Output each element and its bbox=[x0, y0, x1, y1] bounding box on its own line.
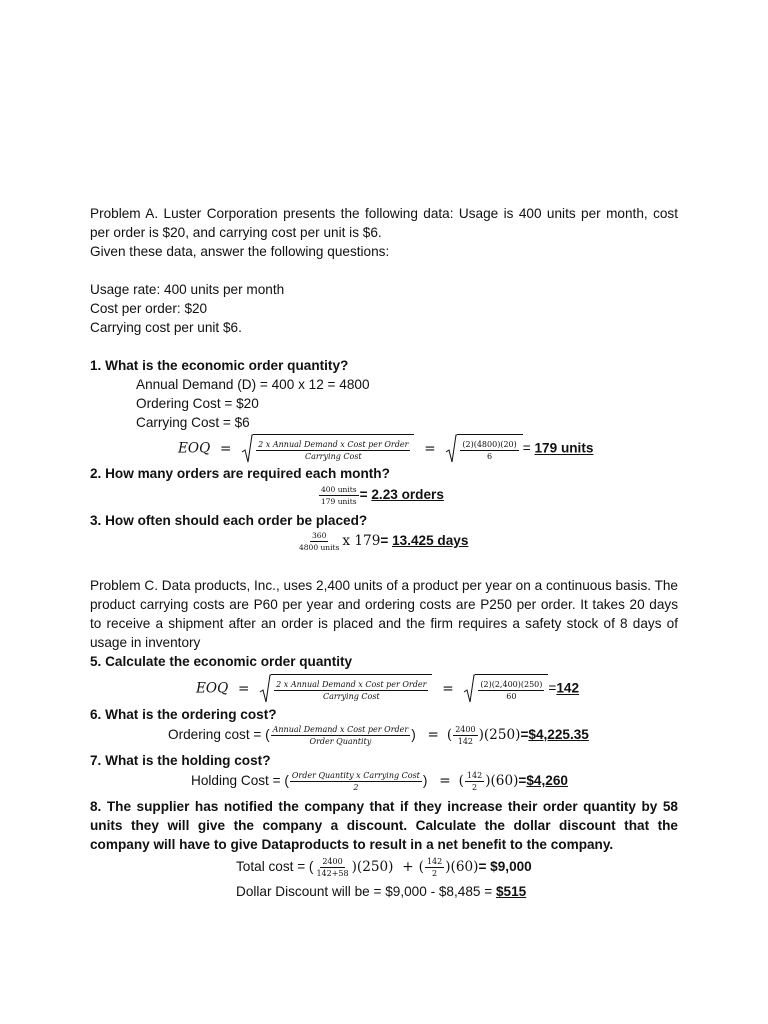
q3-answer-eq: = bbox=[380, 533, 389, 549]
q8-total-equation bbox=[236, 856, 532, 879]
q5-formula-den: Carrying Cost bbox=[322, 691, 380, 701]
q7-formula-den: 2 bbox=[353, 783, 359, 792]
q5-formula-num: 2 x Annual Demand x Cost per Order bbox=[276, 679, 427, 689]
q3-times: x 179 bbox=[342, 533, 381, 550]
question-6: 6. What is the ordering cost? bbox=[90, 707, 277, 722]
q5-answer: 142 bbox=[556, 680, 580, 696]
q6-formula-num: Annual Demand x Cost per Order bbox=[272, 725, 409, 734]
q6-equation bbox=[168, 724, 589, 747]
q8-a-tail: )(250) bbox=[351, 859, 394, 876]
problem-a-instruction: Given these data, answer the following questions: bbox=[90, 244, 390, 259]
q8-plus: + bbox=[402, 859, 414, 876]
q7-answer: $4,260 bbox=[526, 773, 568, 789]
q7-close: ) bbox=[422, 773, 428, 789]
question-3: 3. How often should each order be placed? bbox=[90, 513, 368, 528]
problem-c-intro: Problem C. Data products, Inc., uses 2,400 units of a product per year on a continuous basis. The product carrying costs are P60 per year and ordering costs are P250 per order. It takes 20 days to receive a shipment after an order is placed and the firm requires a safety stock of 8 days of usage in inventory bbox=[90, 578, 678, 650]
q6-eq-sign: = bbox=[427, 727, 439, 744]
q1-value-den: 6 bbox=[487, 451, 493, 461]
q1-formula-num: 2 x Annual Demand x Cost per Order bbox=[258, 439, 409, 449]
q3-equation bbox=[296, 530, 468, 553]
question-7: 7. What is the holding cost? bbox=[90, 753, 271, 768]
q5-value-num: (2)(2,400)(250) bbox=[480, 679, 543, 689]
q5-eq-sign-2: = bbox=[442, 680, 454, 697]
question-5: 5. Calculate the economic order quantity bbox=[90, 654, 353, 669]
q7-label: Holding Cost = ( bbox=[191, 773, 289, 789]
q1-formula-root bbox=[241, 434, 414, 464]
q3-num: 360 bbox=[312, 531, 327, 540]
given-cost: Cost per order: $20 bbox=[90, 301, 208, 316]
q6-open: ( bbox=[446, 727, 453, 744]
q8-b-den: 2 bbox=[432, 869, 438, 878]
q6-answer-eq: = bbox=[520, 727, 529, 743]
given-usage: Usage rate: 400 units per month bbox=[90, 282, 285, 297]
q1-eoq-equation bbox=[178, 434, 593, 464]
problem-a-intro: Problem A. Luster Corporation presents the following data: Usage is 400 units per month, cost per order is $20, and carrying cost per unit is $6. bbox=[90, 206, 678, 240]
q8-b-num: 142 bbox=[426, 857, 443, 866]
q7-open: ( bbox=[458, 773, 464, 790]
q2-answer-eq: = bbox=[359, 487, 368, 503]
question-2: 2. How many orders are required each month? bbox=[90, 466, 390, 481]
q5-value-den: 60 bbox=[506, 691, 517, 701]
q7-eq-sign: = bbox=[439, 773, 451, 790]
q1-ordering: Ordering Cost = $20 bbox=[136, 396, 259, 411]
q2-den: 179 units bbox=[321, 497, 357, 506]
q8-discount-line bbox=[236, 882, 526, 901]
q1-formula-den: Carrying Cost bbox=[304, 451, 362, 461]
q8-label: Total cost = ( bbox=[236, 859, 314, 875]
q7-equation bbox=[191, 770, 568, 793]
q1-value-num: (2)(4800)(20) bbox=[462, 439, 517, 449]
q7-value-tail: )(60) bbox=[485, 773, 519, 790]
question-8: 8. The supplier has notified the company that if they increase their order quantity by 58 units they will give the company a discount. Calculate the dollar discount that the company will have to give Dataproducts to result in a net benefit to the company. bbox=[90, 799, 678, 852]
q5-value-root bbox=[463, 674, 548, 704]
q2-answer: 2.23 orders bbox=[371, 487, 444, 503]
given-carrying: Carrying cost per unit $6. bbox=[90, 320, 242, 335]
q3-den: 4800 units bbox=[299, 543, 340, 552]
q7-answer-eq: = bbox=[518, 773, 527, 789]
q5-formula-root bbox=[259, 674, 432, 704]
q8-a-den: 142+58 bbox=[316, 869, 349, 878]
q5-eq-sign: = bbox=[238, 680, 250, 697]
q1-eq-sign-2: = bbox=[424, 440, 436, 457]
q8-total: = $9,000 bbox=[478, 859, 532, 875]
q1-value-root bbox=[445, 434, 522, 464]
question-1: 1. What is the economic order quantity? bbox=[90, 358, 349, 373]
q5-eoq-equation bbox=[196, 674, 579, 704]
q1-answer: 179 units bbox=[534, 440, 594, 456]
q2-equation bbox=[318, 484, 444, 507]
q2-num: 400 units bbox=[321, 485, 357, 494]
q1-carrying: Carrying Cost = $6 bbox=[136, 415, 250, 430]
q8-b-tail: )(60) bbox=[445, 859, 479, 876]
q7-value-den: 2 bbox=[472, 783, 478, 792]
q6-formula-den: Order Quantity bbox=[309, 737, 372, 746]
q8-open: ( bbox=[418, 859, 424, 876]
q5-answer-eq: = bbox=[548, 680, 557, 696]
q8-discount: $515 bbox=[495, 884, 527, 899]
q8-discount-label: Dollar Discount will be = $9,000 - $8,485 = bbox=[236, 884, 493, 899]
q6-value-den: 142 bbox=[457, 737, 474, 746]
q7-formula-num: Order Quantity x Carrying Cost bbox=[291, 771, 420, 780]
q7-value-num: 142 bbox=[466, 771, 483, 780]
q6-label: Ordering cost = ( bbox=[168, 727, 270, 743]
q6-value-tail: )(250) bbox=[478, 727, 521, 744]
q3-answer: 13.425 days bbox=[392, 533, 469, 549]
q8-a-num: 2400 bbox=[322, 857, 343, 866]
q6-answer: $4,225.35 bbox=[528, 727, 589, 743]
q5-eoq-label: EOQ bbox=[196, 680, 229, 697]
q1-eoq-label: EOQ bbox=[178, 440, 211, 457]
q6-value-num: 2400 bbox=[455, 725, 476, 734]
q1-answer-eq: = bbox=[522, 440, 531, 456]
q6-close: ) bbox=[411, 727, 416, 743]
q1-demand: Annual Demand (D) = 400 x 12 = 4800 bbox=[136, 377, 370, 392]
q1-eq-sign: = bbox=[220, 440, 232, 457]
